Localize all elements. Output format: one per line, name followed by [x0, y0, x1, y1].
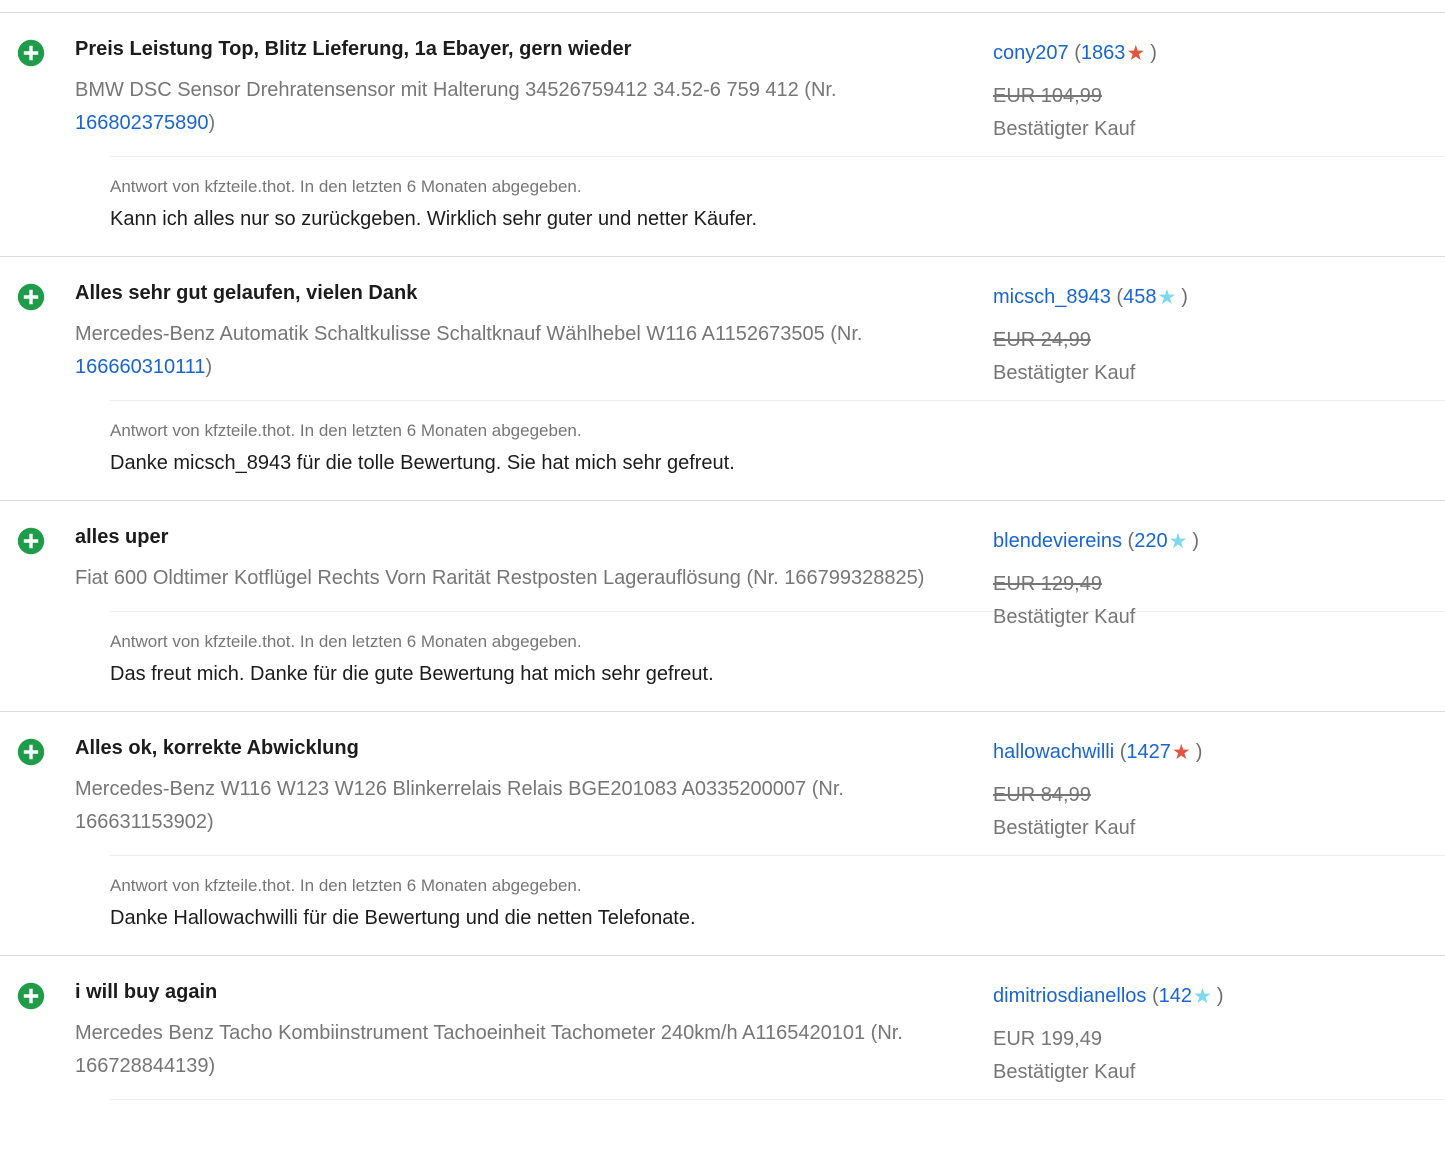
verified-purchase-label: Bestätigter Kauf [993, 606, 1136, 628]
item-description-suffix: ) [208, 112, 216, 134]
feedback-star-icon: ★ [1171, 741, 1191, 764]
item-price: EUR 104,99 [993, 85, 1102, 107]
feedback-entry [0, 12, 1445, 256]
paren-close: ) [1181, 286, 1188, 308]
buyer-info [993, 281, 1438, 390]
reply-meta: Antwort von kfzteile.thot. In den letzten 6 Monaten abgegeben. [110, 876, 582, 895]
item-price: EUR 84,99 [993, 784, 1091, 806]
feedback-entry [0, 955, 1445, 1125]
verified-purchase-label: Bestätigter Kauf [993, 1061, 1136, 1083]
positive-feedback-plus-icon [17, 738, 45, 766]
item-price: EUR 24,99 [993, 329, 1091, 351]
positive-feedback-plus-icon [17, 283, 45, 311]
paren-open: ( [1116, 286, 1124, 308]
buyer-info [993, 525, 1438, 634]
feedback-star-icon: ★ [1157, 286, 1177, 309]
verified-purchase-label: Bestätigter Kauf [993, 118, 1136, 140]
feedback-entry [0, 256, 1445, 500]
item-price: EUR 129,49 [993, 573, 1102, 595]
buyer-username-link[interactable]: blendeviereins [993, 530, 1122, 552]
item-description-suffix: ) [205, 356, 213, 378]
item-description-text: Mercedes-Benz Automatik Schaltkulisse Schaltknauf Wählhebel W116 A1152673505 (Nr. [75, 323, 863, 345]
buyer-username-link[interactable]: hallowachwilli [993, 741, 1115, 763]
feedback-star-icon: ★ [1126, 42, 1146, 65]
item-number-link[interactable]: 166802375890 [75, 112, 209, 134]
item-price: EUR 199,49 [993, 1028, 1102, 1050]
seller-reply [110, 156, 1445, 231]
item-description-text: BMW DSC Sensor Drehratensensor mit Halterung 34526759412 34.52-6 759 412 (Nr. [75, 79, 837, 101]
buyer-info [993, 980, 1438, 1089]
paren-close: ) [1150, 42, 1157, 64]
buyer-line [993, 980, 1438, 1013]
feedback-count-link[interactable]: 458 [1123, 286, 1157, 308]
item-description [75, 74, 940, 140]
feedback-title: Alles sehr gut gelaufen, vielen Dank [75, 282, 418, 304]
entry-main [75, 281, 940, 384]
reply-meta: Antwort von kfzteile.thot. In den letzten 6 Monaten abgegeben. [110, 421, 582, 440]
item-description-text: Fiat 600 Oldtimer Kotflügel Rechts Vorn Rarität Restposten Lagerauflösung (Nr. 166799328825) [75, 567, 925, 589]
buyer-line [993, 281, 1438, 314]
item-description [75, 773, 940, 839]
paren-open: ( [1074, 42, 1081, 64]
feedback-title: Preis Leistung Top, Blitz Lieferung, 1a Ebayer, gern wieder [75, 38, 632, 60]
entry-main [75, 37, 940, 140]
paren-close: ) [1192, 530, 1200, 552]
feedback-count-link[interactable]: 1427 [1126, 741, 1171, 763]
seller-reply [110, 855, 1445, 930]
item-description [75, 562, 940, 595]
seller-reply [110, 1099, 1445, 1100]
paren-open: ( [1151, 985, 1159, 1007]
verified-purchase-label: Bestätigter Kauf [993, 817, 1136, 839]
seller-reply [110, 400, 1445, 475]
positive-feedback-plus-icon [17, 39, 45, 67]
entry-main [75, 980, 940, 1083]
positive-feedback-plus-icon [17, 527, 45, 555]
reply-text: Das freut mich. Danke für die gute Bewertung hat mich sehr gefreut. [110, 663, 714, 685]
feedback-star-icon: ★ [1168, 530, 1188, 553]
buyer-username-link[interactable]: cony207 [993, 42, 1069, 64]
feedback-title: i will buy again [75, 981, 218, 1003]
entry-main [75, 736, 940, 839]
feedback-count-link[interactable]: 220 [1134, 530, 1168, 552]
item-description-text: Mercedes Benz Tacho Kombiinstrument Tachoeinheit Tachometer 240km/h A1165420101 (Nr. 166728844139) [75, 1022, 903, 1077]
paren-open: ( [1119, 741, 1127, 763]
item-description [75, 1017, 940, 1083]
buyer-info [993, 37, 1438, 146]
entry-main [75, 525, 940, 595]
buyer-line [993, 736, 1438, 769]
verified-purchase-label: Bestätigter Kauf [993, 362, 1136, 384]
buyer-username-link[interactable]: dimitriosdianellos [993, 985, 1147, 1007]
feedback-count-link[interactable]: 142 [1158, 985, 1193, 1007]
reply-text: Danke micsch_8943 für die tolle Bewertung. Sie hat mich sehr gefreut. [110, 452, 735, 474]
buyer-info [993, 736, 1438, 845]
buyer-username-link[interactable]: micsch_8943 [993, 286, 1111, 308]
buyer-line [993, 525, 1438, 558]
reply-text: Kann ich alles nur so zurückgeben. Wirklich sehr guter und netter Käufer. [110, 208, 758, 230]
reply-meta: Antwort von kfzteile.thot. In den letzten 6 Monaten abgegeben. [110, 632, 582, 651]
item-number-link[interactable]: 166660310111 [75, 356, 206, 378]
reply-text: Danke Hallowachwilli für die Bewertung und die netten Telefonate. [110, 907, 696, 929]
item-description [75, 318, 940, 384]
feedback-star-icon: ★ [1193, 985, 1212, 1008]
paren-close: ) [1216, 985, 1224, 1007]
feedback-title: Alles ok, korrekte Abwicklung [75, 737, 359, 759]
reply-meta: Antwort von kfzteile.thot. In den letzten 6 Monaten abgegeben. [110, 177, 582, 196]
feedback-entry [0, 500, 1445, 711]
paren-close: ) [1195, 741, 1203, 763]
positive-feedback-plus-icon [17, 982, 45, 1010]
feedback-entry [0, 711, 1445, 955]
paren-open: ( [1127, 530, 1135, 552]
item-description-text: Mercedes-Benz W116 W123 W126 Blinkerrelais Relais BGE201083 A0335200007 (Nr. 166631153902) [75, 778, 844, 833]
feedback-count-link[interactable]: 1863 [1080, 42, 1126, 64]
buyer-line [993, 37, 1438, 70]
feedback-title: alles uper [75, 526, 169, 548]
